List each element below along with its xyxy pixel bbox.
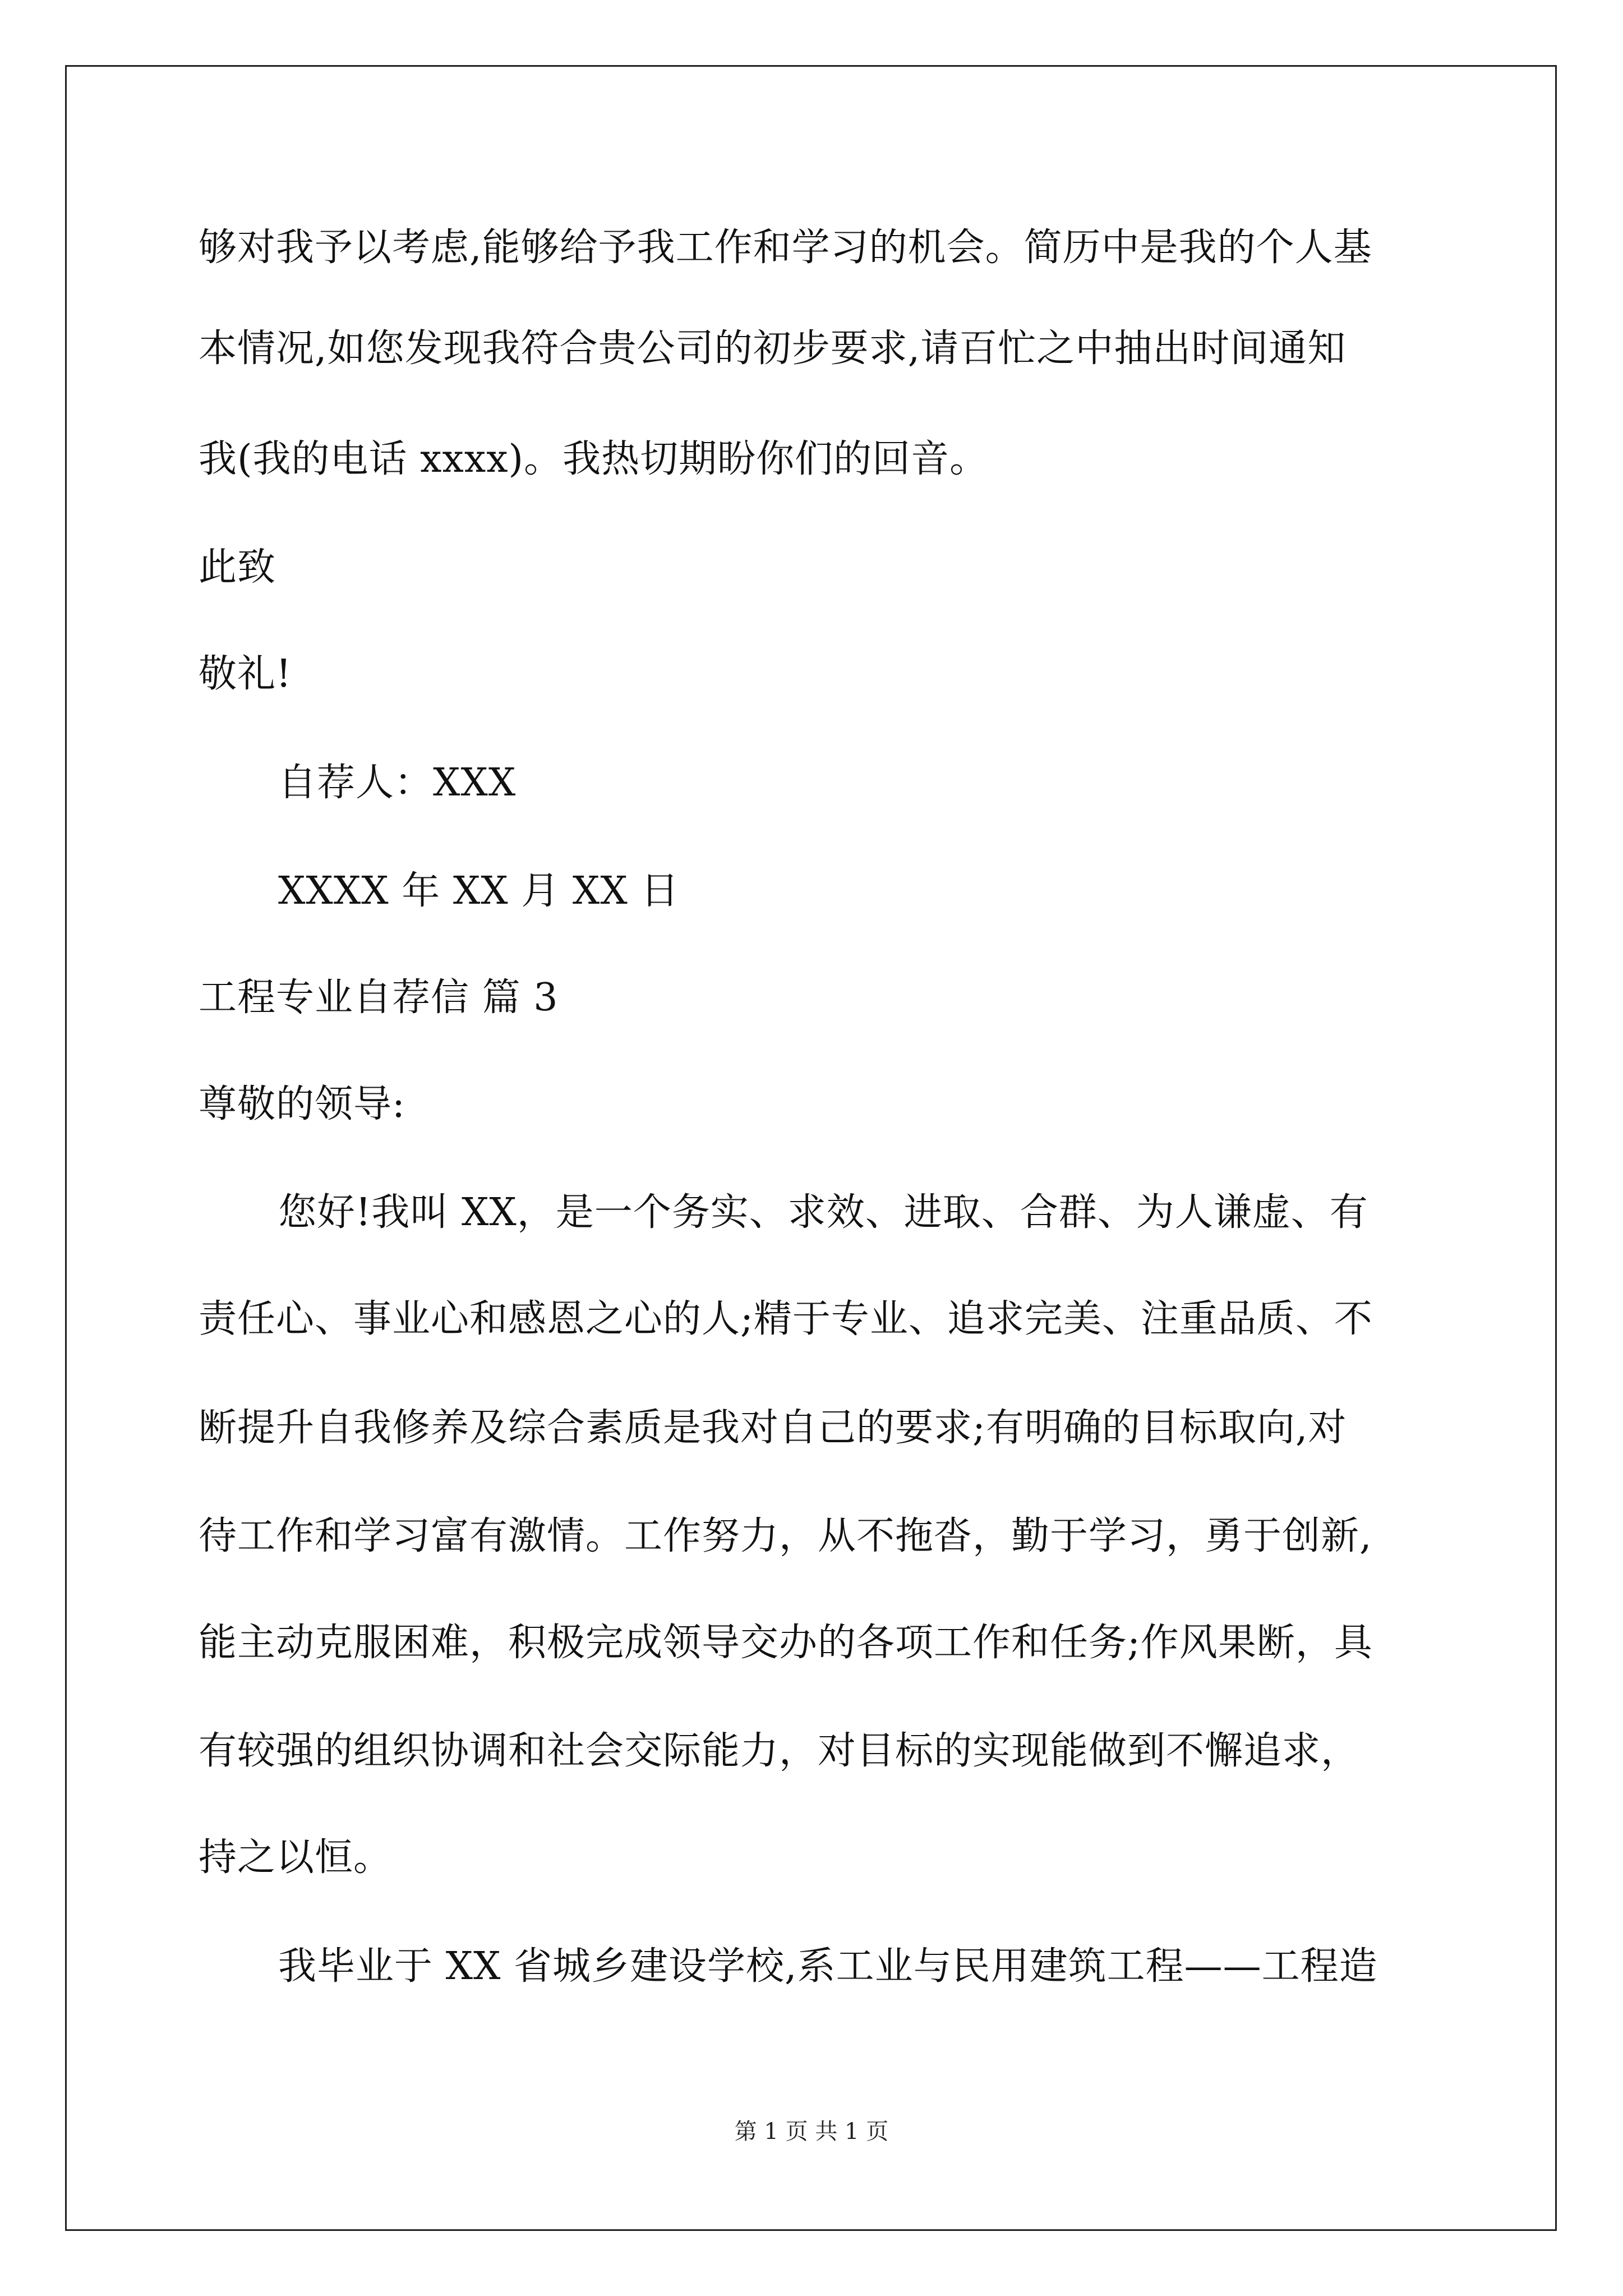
closing-regards: 敬礼! xyxy=(199,652,292,696)
body-line-2: 本情况,如您发现我符合贵公司的初步要求,请百忙之中抽出时间通知 xyxy=(199,326,1347,371)
signature-line: 自荐人：XXX xyxy=(278,761,517,805)
paragraph-1-line-3: 断提升自我修养及综合素质是我对自己的要求;有明确的目标取向,对 xyxy=(199,1406,1347,1450)
paragraph-1-line-1: 您好!我叫 XX，是一个务实、求效、进取、合群、为人谦虚、有 xyxy=(278,1190,1368,1235)
paragraph-1-line-6: 有较强的组织协调和社会交际能力，对目标的实现能做到不懈追求， xyxy=(199,1729,1360,1773)
paragraph-2-line-1: 我毕业于 XX 省城乡建设学校,系工业与民用建筑工程——工程造 xyxy=(278,1944,1378,1989)
paragraph-1-line-7: 持之以恒。 xyxy=(199,1835,393,1880)
paragraph-1-line-4: 待工作和学习富有激情。工作努力，从不拖沓，勤于学习，勇于创新, xyxy=(199,1514,1372,1558)
paragraph-1-line-5: 能主动克服困难，积极完成领导交办的各项工作和任务;作风果断，具 xyxy=(199,1621,1373,1665)
greeting: 尊敬的领导: xyxy=(199,1082,405,1126)
paragraph-1-line-2: 责任心、事业心和感恩之心的人;精于专业、追求完美、注重品质、不 xyxy=(199,1297,1373,1341)
page-border xyxy=(65,65,1557,2231)
body-line-3: 我(我的电话 xxxx)。我热切期盼你们的回音。 xyxy=(199,437,989,481)
closing-salutation: 此致 xyxy=(199,545,276,590)
page-number-footer: 第 1 页 共 1 页 xyxy=(734,2119,889,2145)
date-line: XXXX 年 XX 月 XX 日 xyxy=(278,869,680,913)
section-heading: 工程专业自荐信 篇 3 xyxy=(199,976,559,1020)
body-line-1: 够对我予以考虑,能够给予我工作和学习的机会。简历中是我的个人基 xyxy=(199,226,1372,270)
